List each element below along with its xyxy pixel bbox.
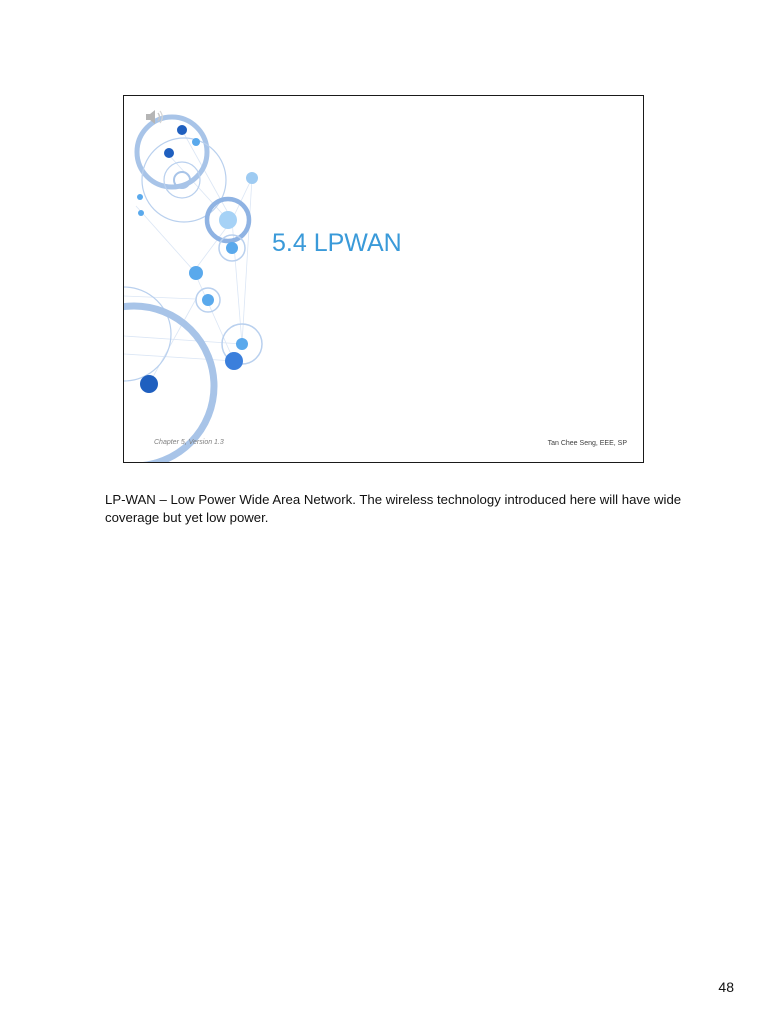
speaker-notes: LP-WAN – Low Power Wide Area Network. The wireless technology introduced here will have wide coverage but yet low power.: [105, 492, 682, 525]
speaker-icon[interactable]: [144, 108, 166, 126]
slide-thumbnail: [123, 95, 644, 463]
page-number: 48: [718, 979, 734, 995]
network-circles-decoration: [124, 96, 643, 462]
slide-footer-author: Tan Chee Seng, EEE, SP: [547, 440, 627, 447]
slide-footer-chapter: Chapter 5, Version 1.3: [154, 439, 224, 446]
slide-title: 5.4 LPWAN: [272, 229, 402, 257]
